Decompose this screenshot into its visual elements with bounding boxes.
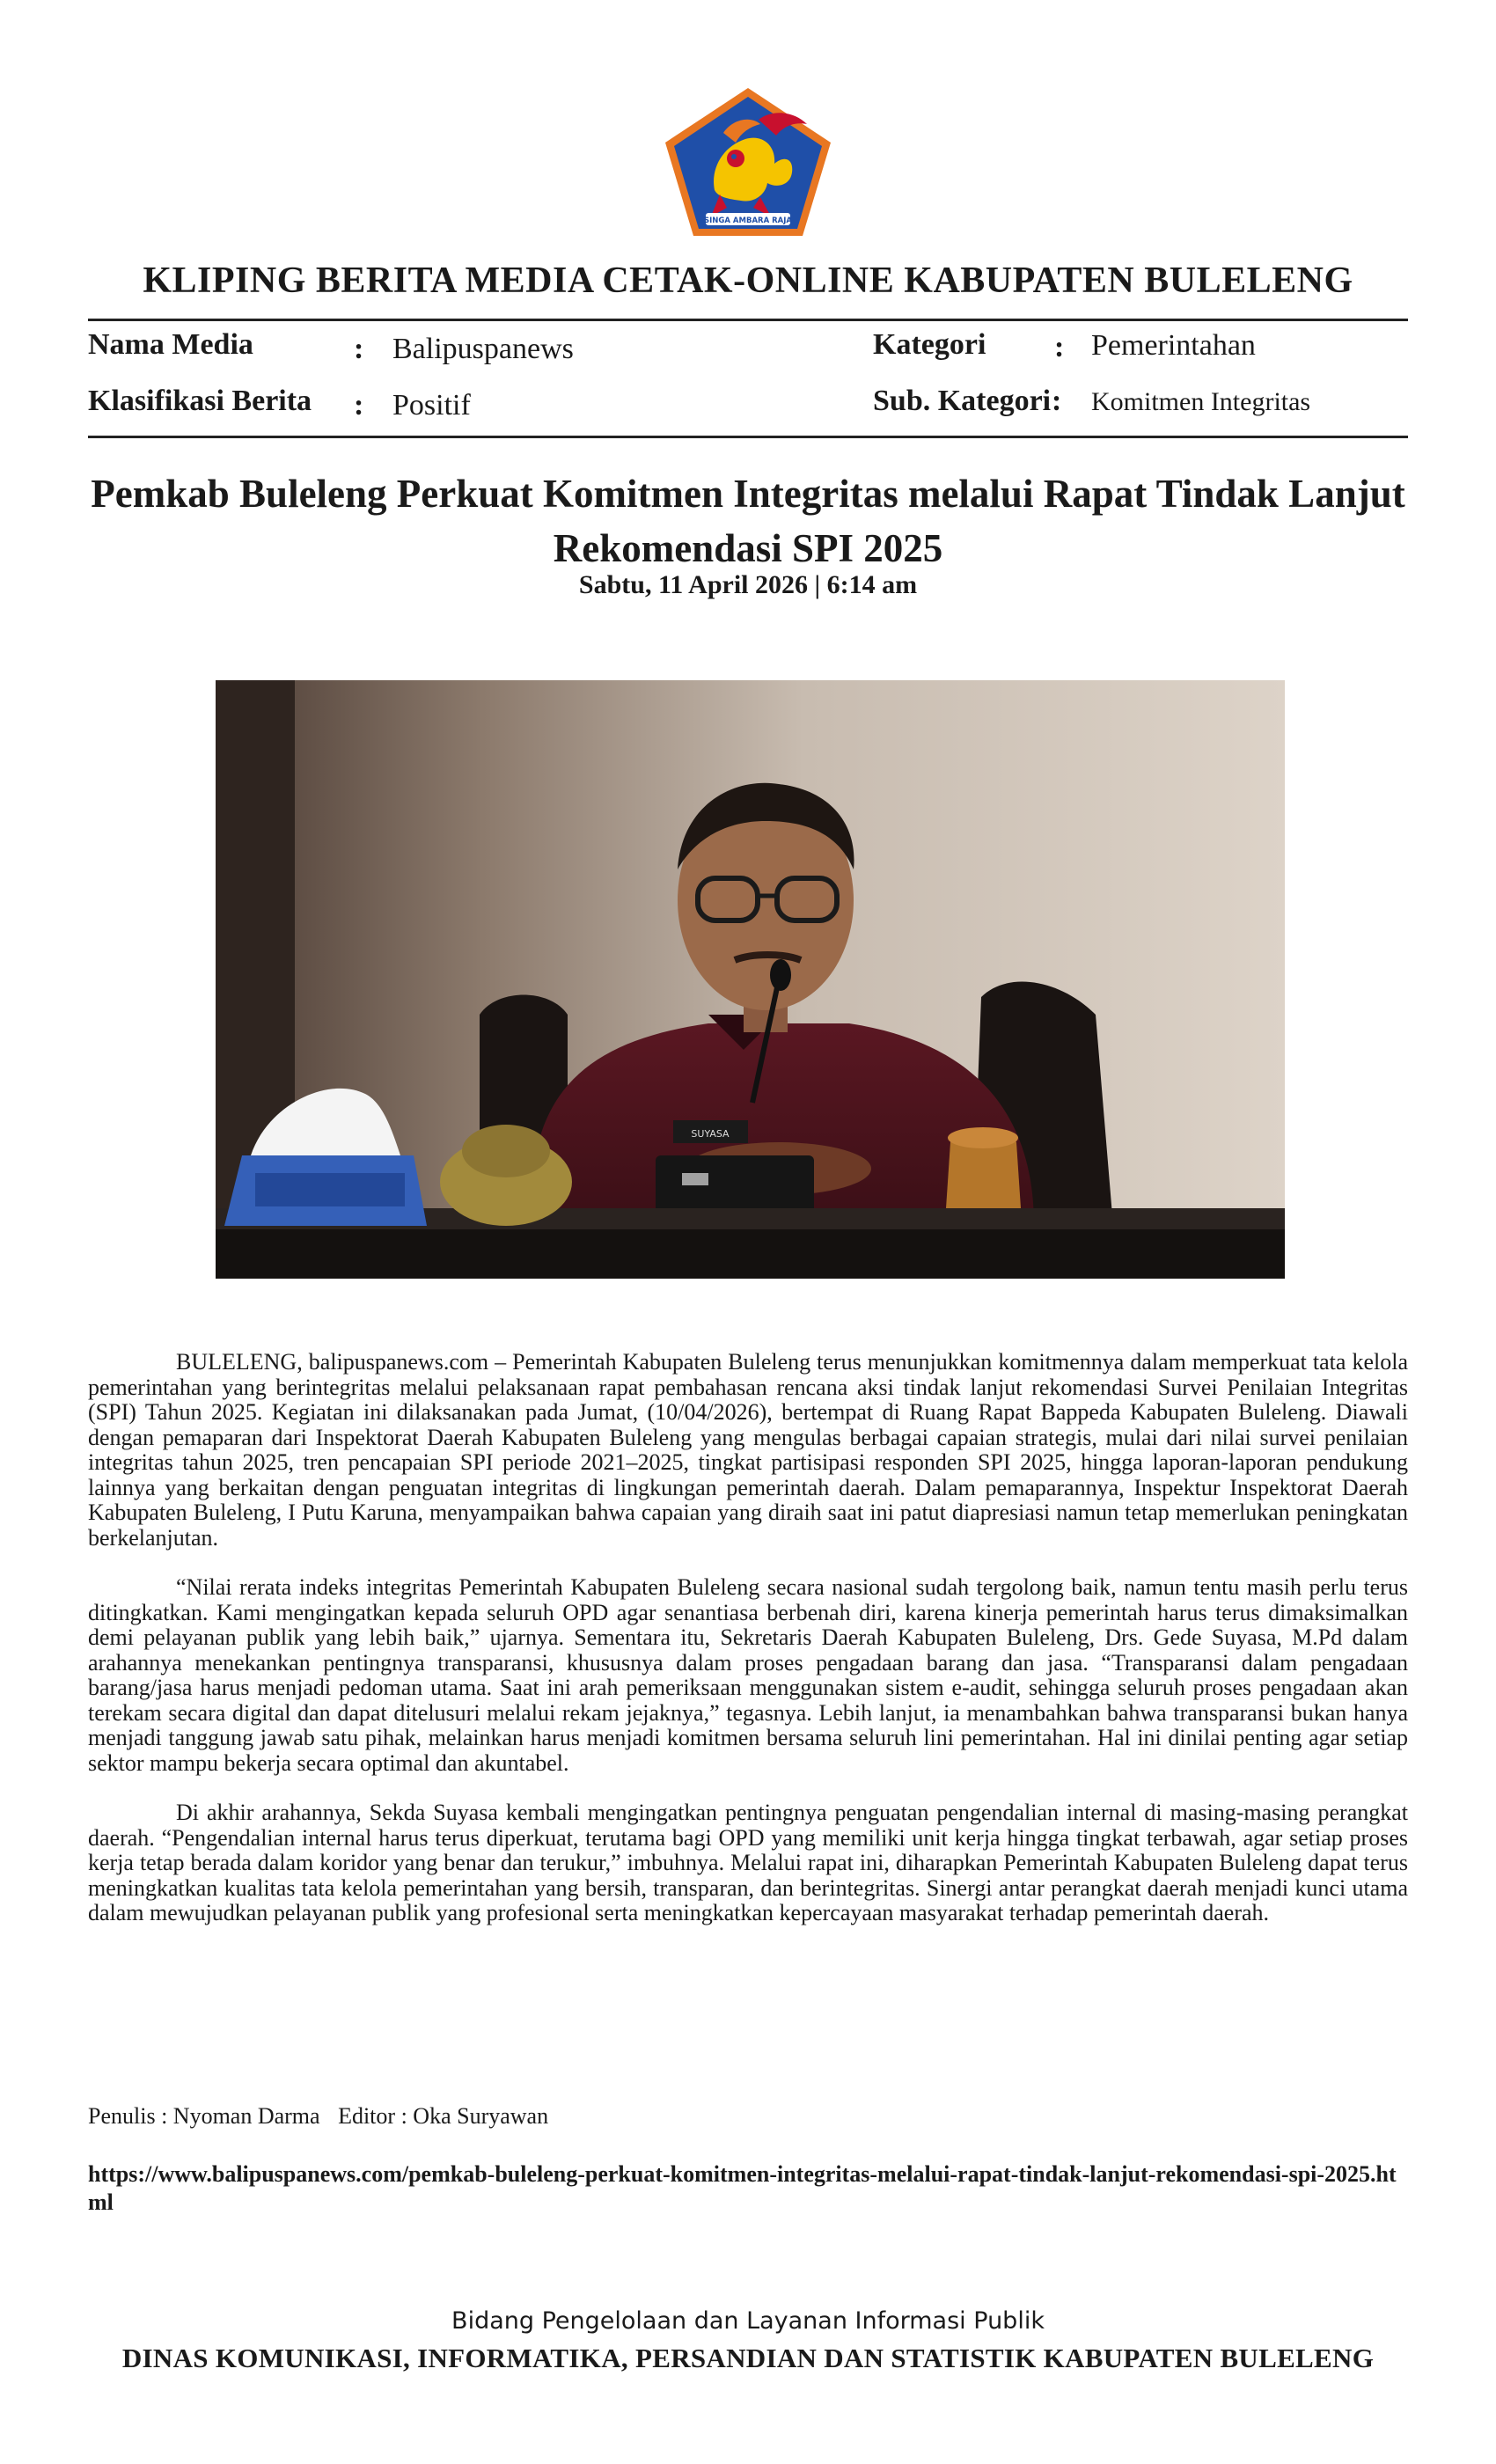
article-body	[88, 1350, 1408, 1951]
footer-department: Bidang Pengelolaan dan Layanan Informasi Publik	[451, 2307, 1045, 2335]
meta-value: Komitmen Integritas	[1091, 387, 1311, 416]
meta-value: Positif	[392, 389, 471, 422]
svg-text:SUYASA: SUYASA	[691, 1128, 730, 1140]
meta-colon: :	[354, 389, 364, 422]
article-title: Pemkab Buleleng Perkuat Komitmen Integritas melalui Rapat Tindak Lanjut Rekomendasi SPI 2025	[91, 472, 1405, 570]
article-paragraph: “Nilai rerata indeks integritas Pemerintah Kabupaten Buleleng secara nasional sudah tergolong baik, namun tentu masih perlu terus ditingkatkan. Kami mengingatkan kepada seluruh OPD agar senantiasa berbenah diri, karena kinerja pemerintah harus terus dimaksimalkan demi pelayanan publik yang lebih baik,” ujarnya. Sementara itu, Sekretaris Daerah Kabupaten Buleleng, Drs. Gede Suyasa, M.Pd dalam arahannya menekankan pentingnya transparansi, khususnya dalam proses pengadaan barang dan jasa. “Transparansi dalam pengadaan barang/jasa harus menjadi pedoman utama. Saat ini arah pemeriksaan menggunakan sistem e-audit, sehingga seluruh proses pengadaan akan terekam secara digital dan dapat ditelusuri melalui rekam jejaknya,” tegasnya. Lebih lanjut, ia menambahkan bahwa transparansi bukan hanya menjadi tanggung jawab satu pihak, melainkan harus menjadi komitmen bersama seluruh lini pemerintahan. Hal ini dinilai penting agar setiap sektor mampu bekerja secara optimal dan akuntabel.	[88, 1574, 1408, 1776]
buleleng-emblem-logo	[662, 84, 834, 239]
editor-credit: Editor : Oka Suryawan	[338, 2103, 549, 2129]
article-paragraph: Di akhir arahannya, Sekda Suyasa kembali mengingatkan pentingnya penguatan pengendalian internal di masing-masing perangkat daerah. “Pengendalian internal harus terus diperkuat, terutama bagi OPD yang memiliki unit kerja hingga tingkat terbawah, agar setiap proses kerja tetap berada dalam koridor yang benar dan terukur,” imbuhnya. Melalui rapat ini, diharapkan Pemerintah Kabupaten Buleleng dapat terus meningkatkan kualitas tata kelola pemerintahan yang bersih, transparan, dan berintegritas. Sinergi antar perangkat daerah menjadi kunci utama dalam mewujudkan pelayanan publik yang profesional serta meningkatkan kepercayaan masyarakat terhadap pemerintah daerah.	[88, 1800, 1408, 1925]
header-divider-top	[88, 319, 1408, 321]
meta-colon: :	[354, 333, 364, 365]
article-date: Sabtu, 11 April 2026 | 6:14 am	[578, 570, 918, 599]
article-paragraph: BULELENG, balipuspanews.com – Pemerintah Kabupaten Buleleng terus menunjukkan komitmennya dalam memperkuat tata kelola pemerintahan yang berintegritas melalui pelaksanaan rapat pembahasan rencana aksi tindak lanjut rekomendasi Survei Penilaian Integritas (SPI) Tahun 2025. Kegiatan ini dilaksanakan pada Jumat, (10/04/2026), bertempat di Ruang Rapat Bappeda Kabupaten Buleleng. Diawali dengan pemaparan dari Inspektorat Daerah Kabupaten Buleleng yang mengulas berbagai capaian strategis, mulai dari nilai survei penilaian integritas tahun 2025, tren pencapaian SPI periode 2021–2025, tingkat partisipasi responden SPI 2025, hingga laporan-laporan pendukung lainnya yang berkaitan dengan penguatan integritas di lingkungan pemerintah daerah. Dalam pemaparannya, Inspektur Inspektorat Daerah Kabupaten Buleleng, I Putu Karuna, menyampaikan bahwa capaian yang diraih saat ini patut diapresiasi namun tetap memerlukan peningkatan berkelanjutan.	[88, 1349, 1408, 1551]
footer-agency: DINAS KOMUNIKASI, INFORMATIKA, PERSANDIAN DAN STATISTIK KABUPATEN BULELENG	[121, 2343, 1375, 2373]
source-url-link[interactable]: https://www.balipuspanews.com/pemkab-buleleng-perkuat-komitmen-integritas-melalui-rapat-tindak-lanjut-rekomendasi-spi-2025.html	[88, 2161, 1397, 2215]
meta-colon: :	[1054, 331, 1065, 363]
meta-label: Klasifikasi Berita	[88, 385, 312, 417]
header-divider-bottom	[88, 436, 1408, 438]
svg-text:SINGA AMBARA RAJA: SINGA AMBARA RAJA	[704, 216, 792, 225]
meta-label: Sub. Kategori	[873, 385, 1052, 417]
clipping-header-title: KLIPING BERITA MEDIA CETAK-ONLINE KABUPATEN BULELENG	[143, 260, 1353, 301]
meta-value: Pemerintahan	[1091, 329, 1256, 362]
article-credits	[88, 2103, 561, 2130]
author-credit: Penulis : Nyoman Darma	[88, 2103, 320, 2129]
article-photo	[216, 680, 1285, 1279]
meta-label: Kategori	[873, 328, 986, 361]
meta-value: Balipuspanews	[392, 333, 574, 365]
meta-label: Nama Media	[88, 328, 253, 361]
meta-colon: :	[1052, 385, 1062, 417]
